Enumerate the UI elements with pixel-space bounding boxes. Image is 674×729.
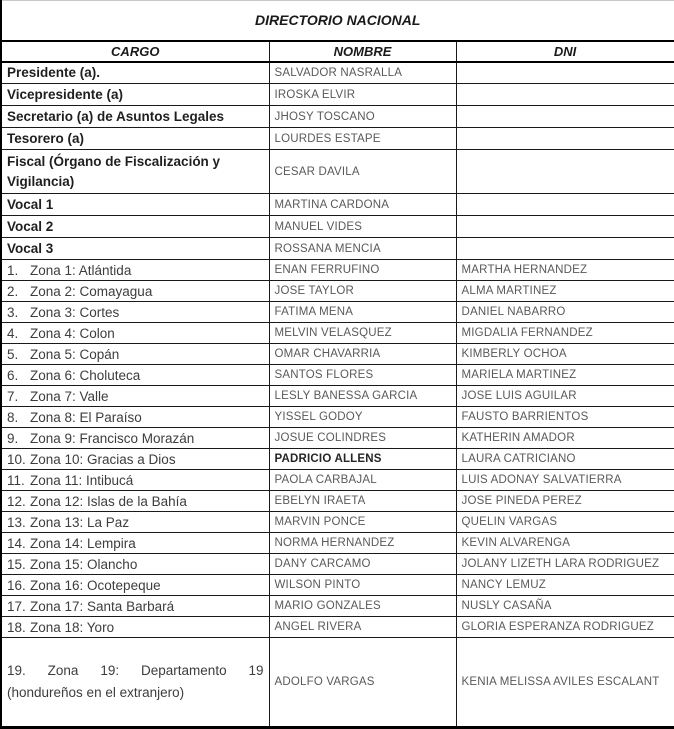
nombre-cell: MARTINA CARDONA <box>269 194 456 216</box>
nombre-cell: PADRICIO ALLENS <box>269 449 456 470</box>
dni-cell: MARIELA MARTINEZ <box>456 365 674 386</box>
cargo-cell <box>1 512 269 533</box>
cargo-cell <box>1 84 269 106</box>
column-header-dni: DNI <box>456 41 674 62</box>
cargo-label: Tesorero (a) <box>7 131 85 146</box>
table-row <box>1 128 674 150</box>
header-row <box>1 41 674 62</box>
dni-cell <box>456 84 674 106</box>
dni-cell: GLORIA ESPERANZA RODRIGUEZ <box>456 617 674 638</box>
table-row <box>1 365 674 386</box>
table-row <box>1 302 674 323</box>
table-row <box>1 323 674 344</box>
cargo-label: Secretario (a) de Asuntos Legales <box>7 109 225 124</box>
cargo-number: 7. <box>7 388 19 404</box>
cargo-cell <box>1 260 269 281</box>
table-row <box>1 260 674 281</box>
cargo-label: Zona 13: La Paz <box>30 514 130 530</box>
dni-cell: JOSE LUIS AGUILAR <box>456 386 674 407</box>
nombre-cell: JHOSY TOSCANO <box>269 106 456 128</box>
cargo-cell <box>1 150 269 194</box>
nombre-cell: ANGEL RIVERA <box>269 617 456 638</box>
dni-cell <box>456 238 674 260</box>
dni-cell: LAURA CATRICIANO <box>456 449 674 470</box>
cargo-label: Fiscal (Órgano de Fiscalización y Vigilancia) <box>7 153 221 189</box>
table-row <box>1 449 674 470</box>
cargo-cell <box>1 216 269 238</box>
document-title: DIRECTORIO NACIONAL <box>1 1 674 41</box>
cargo-label: Zona 16: Ocotepeque <box>30 577 161 593</box>
cargo-number: 12. <box>7 493 26 509</box>
cargo-cell <box>1 638 269 728</box>
cargo-cell <box>1 533 269 554</box>
table-row <box>1 216 674 238</box>
dni-cell <box>456 194 674 216</box>
table-row <box>1 638 674 728</box>
cargo-cell <box>1 386 269 407</box>
table-row <box>1 150 674 194</box>
dni-cell: QUELIN VARGAS <box>456 512 674 533</box>
cargo-label: Zona 7: Valle <box>30 388 109 404</box>
dni-cell <box>456 150 674 194</box>
cargo-cell <box>1 428 269 449</box>
cargo-number: 15. <box>7 556 26 572</box>
table-row <box>1 84 674 106</box>
nombre-cell: ADOLFO VARGAS <box>269 638 456 728</box>
cargo-number: 10. <box>7 451 26 467</box>
table-row <box>1 554 674 575</box>
cargo-label: Vicepresidente (a) <box>7 87 124 102</box>
table-row <box>1 386 674 407</box>
dni-cell: NUSLY CASAÑA <box>456 596 674 617</box>
nombre-cell: IROSKA ELVIR <box>269 84 456 106</box>
cargo-label: Zona 3: Cortes <box>30 304 120 320</box>
nombre-cell: MELVIN VELASQUEZ <box>269 323 456 344</box>
cargo-cell <box>1 106 269 128</box>
cargo-number: 14. <box>7 535 26 551</box>
nombre-cell: JOSUE COLINDRES <box>269 428 456 449</box>
nombre-cell: DANY CARCAMO <box>269 554 456 575</box>
nombre-cell: LOURDES ESTAPE <box>269 128 456 150</box>
dni-cell: MARTHA HERNANDEZ <box>456 260 674 281</box>
cargo-cell <box>1 575 269 596</box>
cargo-number: 1. <box>7 262 19 278</box>
dni-cell: JOSE PINEDA PEREZ <box>456 491 674 512</box>
dni-cell: NANCY LEMUZ <box>456 575 674 596</box>
cargo-cell <box>1 281 269 302</box>
dni-cell: JOLANY LIZETH LARA RODRIGUEZ <box>456 554 674 575</box>
cargo-cell <box>1 238 269 260</box>
cargo-label: Zona 2: Comayagua <box>30 283 153 299</box>
cargo-number: 2. <box>7 283 19 299</box>
cargo-label: Zona 11: Intibucá <box>30 472 134 488</box>
cargo-cell <box>1 491 269 512</box>
cargo-cell <box>1 62 269 84</box>
nombre-cell: MARVIN PONCE <box>269 512 456 533</box>
cargo-number: 9. <box>7 430 19 446</box>
cargo-cell <box>1 470 269 491</box>
nombre-cell: EBELYN IRAETA <box>269 491 456 512</box>
nombre-cell: MARIO GONZALES <box>269 596 456 617</box>
cargo-label: Zona 14: Lempira <box>30 535 136 551</box>
cargo-number: 8. <box>7 409 19 425</box>
cargo-label: Zona 1: Atlántida <box>30 262 132 278</box>
cargo-cell <box>1 365 269 386</box>
cargo-cell <box>1 449 269 470</box>
cargo-cell <box>1 596 269 617</box>
table-row <box>1 281 674 302</box>
cargo-number: 4. <box>7 325 19 341</box>
table-row <box>1 62 674 84</box>
nombre-cell: LESLY BANESSA GARCIA <box>269 386 456 407</box>
cargo-cell <box>1 323 269 344</box>
table-row <box>1 194 674 216</box>
nombre-cell: ENAN FERRUFINO <box>269 260 456 281</box>
cargo-number: 11. <box>7 472 25 488</box>
nombre-cell: CESAR DAVILA <box>269 150 456 194</box>
table-row <box>1 428 674 449</box>
dni-cell: KEVIN ALVARENGA <box>456 533 674 554</box>
cargo-cell <box>1 344 269 365</box>
nombre-cell: MANUEL VIDES <box>269 216 456 238</box>
cargo-label: Zona 17: Santa Barbará <box>30 598 175 614</box>
cargo-label: Vocal 2 <box>7 219 54 234</box>
nombre-cell: NORMA HERNANDEZ <box>269 533 456 554</box>
nombre-cell: SANTOS FLORES <box>269 365 456 386</box>
cargo-label: Zona 5: Copán <box>30 346 120 362</box>
dni-cell <box>456 128 674 150</box>
cargo-cell <box>1 617 269 638</box>
table-row <box>1 512 674 533</box>
dni-cell: LUIS ADONAY SALVATIERRA <box>456 470 674 491</box>
nombre-cell: FATIMA MENA <box>269 302 456 323</box>
table-body <box>1 1 674 728</box>
cargo-cell <box>1 128 269 150</box>
cargo-label: Zona 18: Yoro <box>30 619 115 635</box>
cargo-label: Zona 6: Choluteca <box>30 367 141 383</box>
dni-cell: ALMA MARTINEZ <box>456 281 674 302</box>
cargo-number: 17. <box>7 598 26 614</box>
cargo-label: Vocal 3 <box>7 241 54 256</box>
cargo-label: Zona 10: Gracias a Dios <box>30 451 176 467</box>
cargo-label: Zona 15: Olancho <box>30 556 138 572</box>
table-row <box>1 596 674 617</box>
dni-cell: KATHERIN AMADOR <box>456 428 674 449</box>
cargo-cell <box>1 194 269 216</box>
nombre-cell: YISSEL GODOY <box>269 407 456 428</box>
column-header-nombre: NOMBRE <box>269 41 456 62</box>
dni-cell <box>456 216 674 238</box>
table-row <box>1 106 674 128</box>
dni-cell <box>456 62 674 84</box>
cargo-label: Presidente (a). <box>7 65 101 81</box>
nombre-cell: JOSE TAYLOR <box>269 281 456 302</box>
cargo-cell <box>1 407 269 428</box>
dni-cell: KIMBERLY OCHOA <box>456 344 674 365</box>
cargo-label: Zona 8: El Paraíso <box>30 409 142 425</box>
table-row <box>1 238 674 260</box>
table-row <box>1 575 674 596</box>
table-row <box>1 407 674 428</box>
nombre-cell: OMAR CHAVARRIA <box>269 344 456 365</box>
nombre-cell: WILSON PINTO <box>269 575 456 596</box>
cargo-label: 19. Zona 19: Departamento 19 (hondureños en el extranjero) <box>7 663 264 700</box>
cargo-number: 6. <box>7 367 19 383</box>
cargo-number: 3. <box>7 304 19 320</box>
dni-cell: DANIEL NABARRO <box>456 302 674 323</box>
nombre-cell: SALVADOR NASRALLA <box>269 62 456 84</box>
cargo-number: 5. <box>7 346 19 362</box>
table-row <box>1 491 674 512</box>
dni-cell: MIGDALIA FERNANDEZ <box>456 323 674 344</box>
dni-cell <box>456 106 674 128</box>
cargo-number: 18. <box>7 619 26 635</box>
cargo-label: Vocal 1 <box>7 197 54 212</box>
dni-cell: KENIA MELISSA AVILES ESCALANT <box>456 638 674 728</box>
table-row <box>1 344 674 365</box>
table-row <box>1 470 674 491</box>
column-header-cargo: CARGO <box>1 41 269 62</box>
cargo-label: Zona 9: Francisco Morazán <box>30 430 195 446</box>
cargo-label: Zona 12: Islas de la Bahía <box>30 493 187 509</box>
cargo-cell <box>1 554 269 575</box>
table-row <box>1 533 674 554</box>
title-row <box>1 1 674 41</box>
cargo-cell <box>1 302 269 323</box>
table-row <box>1 617 674 638</box>
dni-cell: FAUSTO BARRIENTOS <box>456 407 674 428</box>
nombre-cell: ROSSANA MENCIA <box>269 238 456 260</box>
cargo-number: 16. <box>7 577 26 593</box>
cargo-number: 13. <box>7 514 26 530</box>
nombre-cell: PAOLA CARBAJAL <box>269 470 456 491</box>
cargo-label: Zona 4: Colon <box>30 325 115 341</box>
